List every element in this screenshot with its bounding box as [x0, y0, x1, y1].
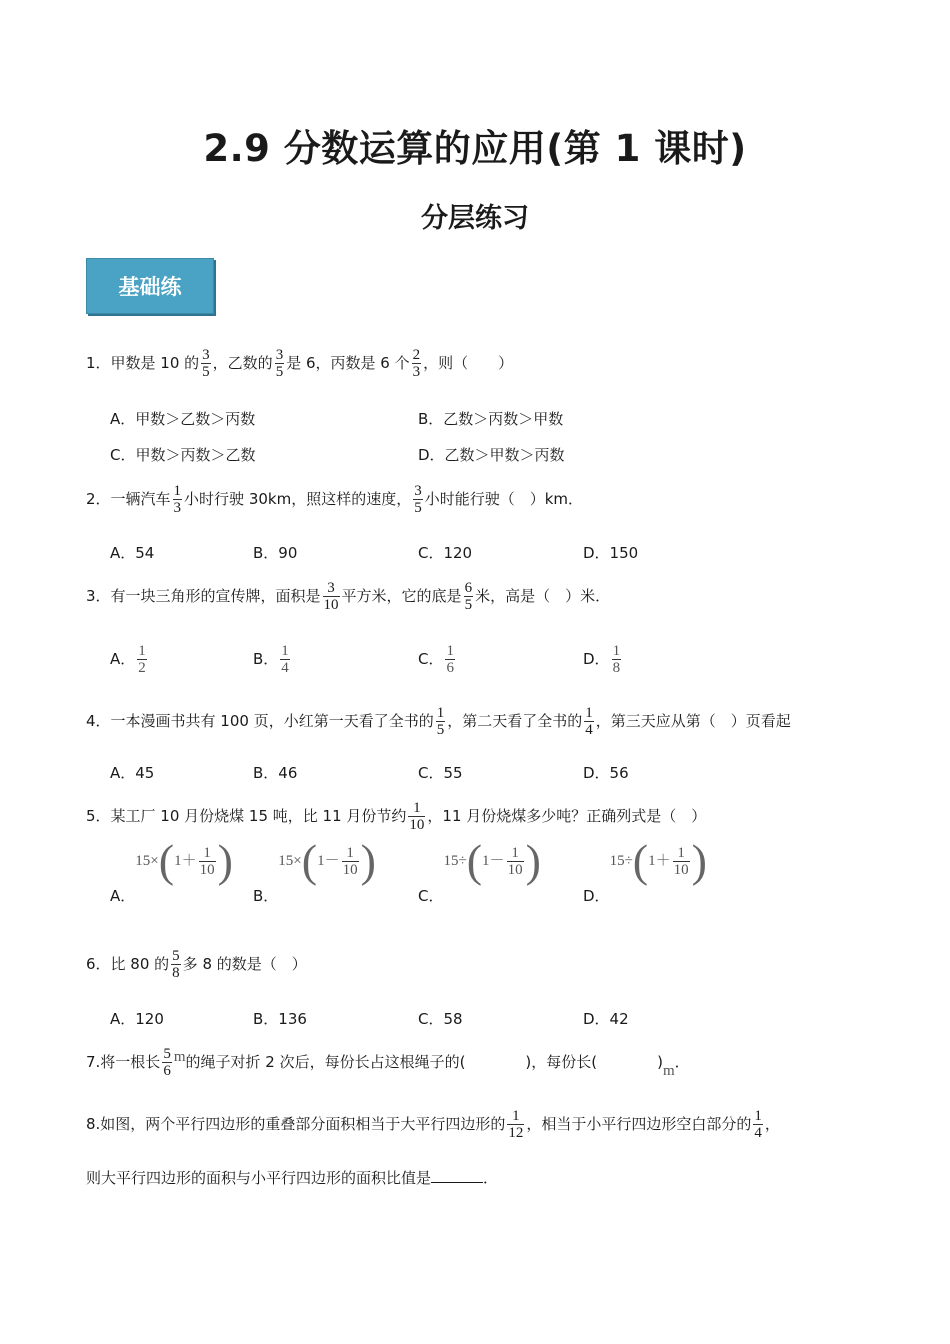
- q3-option-d[interactable]: [583, 643, 623, 676]
- q6-option-d[interactable]: D．42: [583, 1010, 629, 1028]
- q7-text: 7.将一根长: [86, 1053, 161, 1071]
- page-title: 2.9 分数运算的应用(第 1 课时): [203, 127, 747, 170]
- q1-option-d[interactable]: D．乙数＞甲数＞丙数: [418, 446, 565, 464]
- q3-text: 平方米，它的底是: [341, 587, 462, 605]
- q3-option-label: B．: [253, 650, 279, 668]
- q2-option-b[interactable]: B．90: [253, 544, 298, 562]
- q4-option-a[interactable]: A．45: [110, 764, 155, 782]
- q2-fraction-1: $\frac{1}{3}$: [173, 483, 182, 516]
- q5-option-d-fraction: $\frac{1}{10}$: [673, 844, 689, 878]
- q5-option-b-fraction: $\frac{1}{10}$: [342, 844, 358, 878]
- q6-option-a[interactable]: A．120: [110, 1010, 164, 1028]
- q8-text: ，相当于小平行四边形空白部分的: [526, 1115, 752, 1133]
- q5-option-b-expression: [278, 835, 376, 886]
- q7-unit: m: [173, 1049, 186, 1065]
- question-2: [86, 483, 583, 516]
- q5-option-label: D．: [583, 887, 610, 905]
- expr-op: 1－: [317, 853, 340, 869]
- q5-option-label: A．: [110, 887, 136, 905]
- expr-lead: 15×: [278, 853, 302, 869]
- left-paren: (: [301, 835, 318, 886]
- q7-unit: m: [662, 1063, 675, 1079]
- left-paren: (: [632, 835, 649, 886]
- expr-lead: 15÷: [443, 853, 467, 869]
- q7-text: 的绳子对折 2 次后，每份长占这根绳子的( )，每份长( ): [185, 1053, 663, 1071]
- q3-option-a-fraction: $\frac{1}{2}$: [138, 643, 146, 676]
- q4-option-d[interactable]: D．56: [583, 764, 629, 782]
- expr-lead: 15÷: [609, 853, 633, 869]
- q3-option-a[interactable]: [110, 643, 149, 676]
- q5-text: 5．某工厂 10 月份烧煤 15 吨，比 11 月份节约: [86, 807, 407, 825]
- q5-option-b[interactable]: [253, 835, 376, 906]
- q1-option-c[interactable]: C．甲数＞丙数＞乙数: [110, 446, 256, 464]
- q4-fraction-2: $\frac{1}{4}$: [585, 705, 593, 738]
- q6-text: 6．比 80 的: [86, 955, 170, 973]
- q4-option-b[interactable]: B．46: [253, 764, 298, 782]
- q3-fraction-2: $\frac{6}{5}$: [464, 580, 473, 613]
- q3-option-c[interactable]: [418, 643, 457, 676]
- question-3: [86, 580, 610, 613]
- q1-text: ，则（ ）: [423, 354, 514, 372]
- q5-option-label: B．: [253, 887, 279, 905]
- q6-option-c[interactable]: C．58: [418, 1010, 463, 1028]
- q8-fraction-1: $\frac{1}{12}$: [508, 1108, 524, 1141]
- answer-blank[interactable]: [431, 1168, 483, 1183]
- q5-option-c-expression: [443, 835, 541, 886]
- q5-option-a-expression: [135, 835, 233, 886]
- question-8-line-2: [86, 1168, 498, 1188]
- q1-fraction-2: $\frac{3}{5}$: [275, 347, 284, 380]
- expr-op: 1－: [482, 853, 505, 869]
- q2-text: 2．一辆汽车: [86, 490, 171, 508]
- q3-option-d-fraction: $\frac{1}{8}$: [612, 643, 621, 676]
- q3-text: 3．有一块三角形的宣传牌，面积是: [86, 587, 321, 605]
- q6-option-b[interactable]: B．136: [253, 1010, 307, 1028]
- right-paren: ): [691, 835, 707, 886]
- question-5: [86, 800, 706, 833]
- q4-text: 4．一本漫画书共有 100 页，小红第一天看了全书的: [86, 712, 434, 730]
- expr-op: 1＋: [174, 853, 197, 869]
- question-6: [86, 948, 307, 981]
- q2-option-a[interactable]: A．54: [110, 544, 155, 562]
- expr-lead: 15×: [135, 853, 159, 869]
- question-1: [86, 347, 513, 380]
- right-paren: ): [360, 835, 376, 886]
- q8-text: ，: [764, 1115, 780, 1133]
- q1-fraction-3: $\frac{2}{3}$: [412, 347, 421, 380]
- q1-fraction-1: $\frac{3}{5}$: [202, 347, 210, 380]
- q5-option-d-expression: [609, 835, 707, 886]
- q5-option-a[interactable]: [110, 835, 233, 906]
- question-4: [86, 705, 791, 738]
- q5-option-label: C．: [418, 887, 444, 905]
- q2-fraction-2: $\frac{3}{5}$: [414, 483, 422, 516]
- q2-text: 小时行驶 30km，照这样的速度，: [184, 490, 412, 508]
- q5-option-c-fraction: $\frac{1}{10}$: [507, 844, 523, 878]
- q3-option-b-fraction: $\frac{1}{4}$: [281, 643, 289, 676]
- q3-option-label: A．: [110, 650, 136, 668]
- q5-option-c[interactable]: [418, 835, 541, 906]
- q8-text: ．: [483, 1169, 499, 1187]
- q8-text: 则大平行四边形的面积与小平行四边形的面积比值是: [86, 1169, 432, 1187]
- q3-option-label: C．: [418, 650, 444, 668]
- q4-option-c[interactable]: C．55: [418, 764, 463, 782]
- left-paren: (: [158, 835, 175, 886]
- expr-op: 1＋: [648, 853, 671, 869]
- section-label-basic: 基础练: [86, 258, 214, 314]
- q2-option-d[interactable]: D．150: [583, 544, 639, 562]
- q3-option-c-fraction: $\frac{1}{6}$: [446, 643, 454, 676]
- q1-text: ，乙数的: [212, 354, 273, 372]
- right-paren: ): [217, 835, 233, 886]
- q5-option-d[interactable]: [583, 835, 707, 906]
- q5-fraction-1: $\frac{1}{10}$: [409, 800, 425, 833]
- q1-option-b[interactable]: B．乙数＞丙数＞甲数: [418, 410, 564, 428]
- q4-text: ，第三天应从第（ ）页看起: [595, 712, 791, 730]
- right-paren: ): [525, 835, 541, 886]
- q4-fraction-1: $\frac{1}{5}$: [436, 705, 445, 738]
- q4-text: ，第二天看了全书的: [447, 712, 583, 730]
- left-paren: (: [466, 835, 483, 886]
- q3-text: 米，高是（ ）米．: [475, 587, 611, 605]
- q1-option-a[interactable]: A．甲数＞乙数＞丙数: [110, 410, 256, 428]
- q7-fraction-1: $\frac{5}{6}$: [163, 1046, 171, 1079]
- q3-option-label: D．: [583, 650, 610, 668]
- q2-option-c[interactable]: C．120: [418, 544, 473, 562]
- q8-fraction-2: $\frac{1}{4}$: [754, 1108, 762, 1141]
- q5-option-a-fraction: $\frac{1}{10}$: [199, 844, 215, 878]
- q5-text: ，11 月份烧煤多少吨？正确列式是（ ）: [427, 807, 707, 825]
- q1-text: 是 6，丙数是 6 个: [286, 354, 410, 372]
- q6-text: 多 8 的数是（ ）: [182, 955, 307, 973]
- q3-option-b[interactable]: [253, 643, 292, 676]
- question-7: [86, 1046, 690, 1079]
- question-8: [86, 1108, 780, 1141]
- q8-text: 8.如图，两个平行四边形的重叠部分面积相当于大平行四边形的: [86, 1115, 506, 1133]
- page-subtitle: 分层练习: [421, 203, 529, 234]
- q1-text: 1．甲数是 10 的: [86, 354, 200, 372]
- q7-text: ．: [674, 1053, 690, 1071]
- q6-fraction-1: $\frac{5}{8}$: [172, 948, 180, 981]
- q2-text: 小时能行驶（ ）km．: [424, 490, 584, 508]
- q3-fraction-1: $\frac{3}{10}$: [323, 580, 339, 613]
